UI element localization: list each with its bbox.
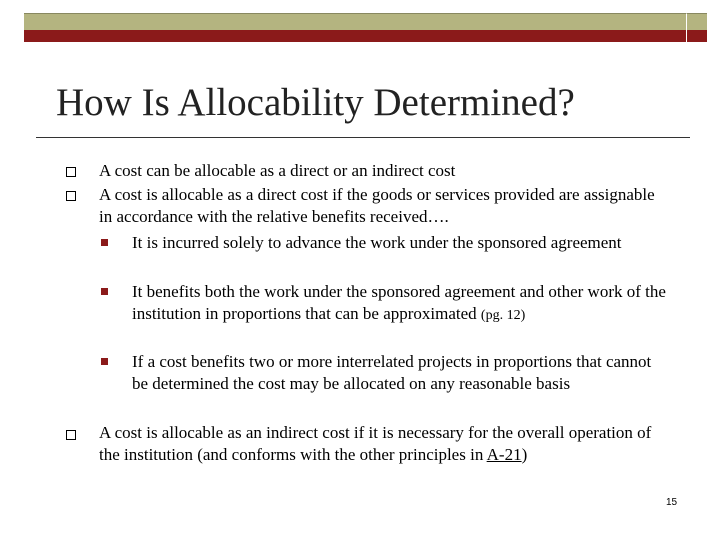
filled-square-bullet-icon bbox=[101, 358, 108, 365]
bullet-suffix: ) bbox=[521, 445, 528, 465]
sub-bullet-text: It benefits both the work under the sponsored agreement and other work of the institution in proportions that can be approximated bbox=[132, 282, 666, 324]
a21-link[interactable]: A-21 bbox=[486, 445, 522, 465]
sub-bullet-item bbox=[132, 281, 667, 328]
bullet-item: A cost is allocable as a direct cost if the goods or services provided are assignable in accordance with the relative benefits received…. bbox=[99, 185, 655, 227]
hollow-square-bullet-icon bbox=[66, 191, 76, 201]
bullet-item bbox=[99, 422, 671, 467]
slide-title: How Is Allocability Determined? bbox=[56, 81, 575, 124]
filled-square-bullet-icon bbox=[101, 288, 108, 295]
filled-square-bullet-icon bbox=[101, 239, 108, 246]
bullet-text: A cost is allocable as an indirect cost if it is necessary for the overall operation of the institution (and conforms with the other principles in bbox=[99, 423, 652, 465]
sub-bullet-item: It is incurred solely to advance the work under the sponsored agreement bbox=[132, 233, 622, 252]
sub-bullet-item: If a cost benefits two or more interrelated projects in proportions that cannot be determined the cost may be allocated on any reasonable basis bbox=[132, 352, 652, 394]
hollow-square-bullet-icon bbox=[66, 167, 76, 177]
bullet-item: A cost can be allocable as a direct or an indirect cost bbox=[99, 161, 456, 180]
hollow-square-bullet-icon bbox=[66, 430, 76, 440]
page-number: 15 bbox=[666, 497, 678, 508]
page-reference: (pg. 12) bbox=[480, 308, 526, 324]
